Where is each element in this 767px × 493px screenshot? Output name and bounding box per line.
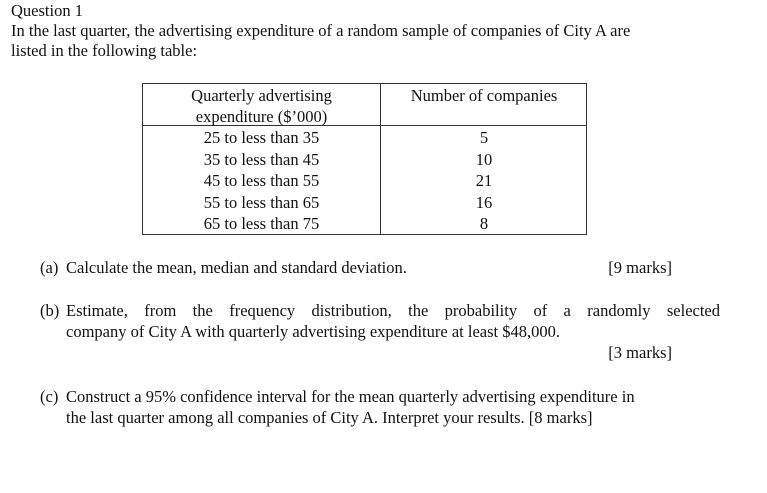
table-cell-count: 8	[479, 214, 489, 233]
table-header-companies: Number of companies	[410, 86, 558, 105]
table-cell-range: 45 to less than 55	[203, 171, 320, 190]
part-a-label: (a)	[40, 258, 59, 277]
part-c-text-line-1: Construct a 95% confidence interval for the mean quarterly advertising expenditure in	[66, 387, 635, 406]
part-b-text-line-1: Estimate, from the frequency distribution, the probability of a randomly selected	[66, 301, 720, 320]
part-c	[40, 387, 720, 429]
part-b-marks: [3 marks]	[608, 343, 672, 362]
expenditure-column	[143, 127, 380, 235]
table-cell-count: 5	[479, 128, 489, 147]
companies-column	[381, 127, 587, 235]
part-b	[40, 301, 720, 364]
part-a-marks: [9 marks]	[608, 258, 672, 277]
table-cell-range: 25 to less than 35	[203, 128, 320, 147]
table-cell-range: 35 to less than 45	[203, 149, 320, 169]
part-a-text: Calculate the mean, median and standard deviation.	[66, 258, 407, 277]
table-header-expenditure	[143, 85, 380, 127]
part-c-text-line-2: the last quarter among all companies of City A. Interpret your results. [8 marks]	[66, 408, 593, 427]
header-expenditure-line-1: Quarterly advertising	[191, 86, 332, 105]
table-cell-count: 16	[475, 192, 493, 212]
table-cell-count: 10	[475, 149, 493, 169]
frequency-table	[142, 83, 587, 235]
part-c-label: (c)	[40, 387, 59, 406]
header-expenditure-line-2: expenditure ($’000)	[195, 107, 328, 126]
part-a	[40, 258, 720, 279]
table-cell-range: 55 to less than 65	[203, 192, 320, 212]
question-intro	[11, 21, 751, 61]
question-title: Question 1	[11, 1, 83, 20]
intro-line-1: In the last quarter, the advertising expenditure of a random sample of companies of City A are	[11, 21, 631, 40]
part-b-label: (b)	[40, 301, 60, 320]
part-b-text-line-2: company of City A with quarterly advertising expenditure at least $48,000.	[66, 322, 560, 341]
table-cell-range: 65 to less than 75	[203, 214, 320, 233]
intro-line-2: listed in the following table:	[11, 41, 198, 60]
table-cell-count: 21	[475, 171, 493, 190]
